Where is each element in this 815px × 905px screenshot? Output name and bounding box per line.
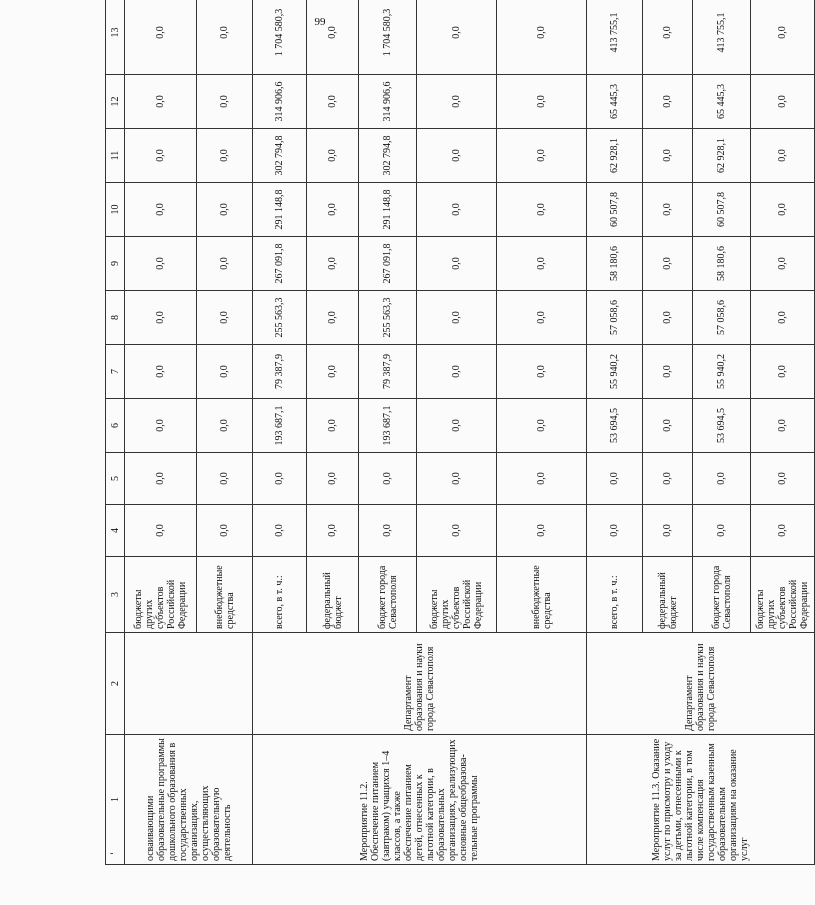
funding-source-cell: бюджет города Севастополя <box>359 557 417 633</box>
value-cell: 0,0 <box>125 505 197 557</box>
value-cell: 0,0 <box>125 399 197 453</box>
value-cell: 0,0 <box>307 453 359 505</box>
value-cell: 0,0 <box>643 75 693 129</box>
value-cell: 0,0 <box>125 453 197 505</box>
value-cell: 60 507,8 <box>693 183 751 237</box>
value-cell: 0,0 <box>643 399 693 453</box>
value-cell: 255 563,3 <box>359 291 417 345</box>
value-cell: 0,0 <box>125 237 197 291</box>
value-cell: 55 940,2 <box>693 345 751 399</box>
value-cell: 57 058,6 <box>693 291 751 345</box>
value-cell: 79 387,9 <box>253 345 307 399</box>
value-cell: 0,0 <box>197 345 253 399</box>
funding-source-cell: всего, в т. ч.: <box>253 557 307 633</box>
column-header: 13 <box>106 0 125 75</box>
value-cell: 0,0 <box>125 183 197 237</box>
value-cell: 0,0 <box>307 399 359 453</box>
value-cell: 0,0 <box>643 183 693 237</box>
value-cell: 0,0 <box>497 453 587 505</box>
activity-cell: осваивающими образовательные программы дошкольного образования в государственных организациях, осуществляющих образовательную деятельность <box>125 735 253 865</box>
value-cell: 314 906,6 <box>359 75 417 129</box>
column-header: 1 <box>106 735 125 865</box>
value-cell: 0,0 <box>197 129 253 183</box>
value-cell: 0,0 <box>751 0 815 75</box>
value-cell: 55 940,2 <box>587 345 643 399</box>
value-cell: 58 180,6 <box>587 237 643 291</box>
page-number: 99 <box>314 16 326 28</box>
value-cell: 0,0 <box>751 129 815 183</box>
column-header: 6 <box>106 399 125 453</box>
funding-source-cell: внебюджетные средства <box>197 557 253 633</box>
value-cell: 0,0 <box>197 183 253 237</box>
value-cell: 314 906,6 <box>253 75 307 129</box>
value-cell: 0,0 <box>643 237 693 291</box>
value-cell: 0,0 <box>751 399 815 453</box>
value-cell: 0,0 <box>497 0 587 75</box>
value-cell: 0,0 <box>497 129 587 183</box>
value-cell: 0,0 <box>587 453 643 505</box>
funding-source-cell: бюджет города Севастополя <box>693 557 751 633</box>
value-cell: 255 563,3 <box>253 291 307 345</box>
value-cell: 0,0 <box>125 291 197 345</box>
table-row <box>253 0 307 865</box>
value-cell: 291 148,8 <box>253 183 307 237</box>
value-cell: 0,0 <box>751 291 815 345</box>
value-cell: 0,0 <box>307 237 359 291</box>
value-cell: 60 507,8 <box>587 183 643 237</box>
value-cell: 0,0 <box>751 237 815 291</box>
table-row <box>587 0 643 865</box>
value-cell: 0,0 <box>643 453 693 505</box>
value-cell: 302 794,8 <box>359 129 417 183</box>
value-cell: 0,0 <box>197 399 253 453</box>
value-cell: 267 091,8 <box>253 237 307 291</box>
funding-source-cell: всего, в т. ч.: <box>587 557 643 633</box>
value-cell: 0,0 <box>359 505 417 557</box>
value-cell: 0,0 <box>307 505 359 557</box>
value-cell: 0,0 <box>497 183 587 237</box>
value-cell: 0,0 <box>497 345 587 399</box>
executor-cell: Департамент образования и науки города Севастополя <box>587 633 815 735</box>
value-cell: 413 755,1 <box>587 0 643 75</box>
value-cell: 0,0 <box>125 129 197 183</box>
value-cell: 0,0 <box>197 505 253 557</box>
value-cell: 57 058,6 <box>587 291 643 345</box>
value-cell: 0,0 <box>693 505 751 557</box>
value-cell: 0,0 <box>125 0 197 75</box>
value-cell: 62 928,1 <box>693 129 751 183</box>
value-cell: 0,0 <box>643 505 693 557</box>
value-cell: 58 180,6 <box>693 237 751 291</box>
value-cell: 0,0 <box>751 75 815 129</box>
column-header: 12 <box>106 75 125 129</box>
column-header: 8 <box>106 291 125 345</box>
value-cell: 0,0 <box>497 399 587 453</box>
value-cell: 0,0 <box>497 75 587 129</box>
column-header: 4 <box>106 505 125 557</box>
funding-source-cell: внебюджетные средства <box>497 557 587 633</box>
value-cell: 1 704 580,3 <box>359 0 417 75</box>
activity-cell: Мероприятие 11.2. Обеспечение питанием (завтраком) учащихся 1–4 классов, а также обеспечение питанием детей, отнесенных к льготной категории, в образовательных организациях, реализующих основные общеобразова-тельные программы <box>253 735 587 865</box>
value-cell: 0,0 <box>643 0 693 75</box>
value-cell: 0,0 <box>417 505 497 557</box>
value-cell: 302 794,8 <box>253 129 307 183</box>
value-cell: 0,0 <box>417 129 497 183</box>
value-cell: 0,0 <box>417 345 497 399</box>
value-cell: 0,0 <box>197 291 253 345</box>
activity-cell: Мероприятие 11.3. Оказание услуг по присмотру и уходу за детьми, отнесенными к льготной категории, в том числе компенсация государственным казенным образовательным организациям на оказание услуг <box>587 735 815 865</box>
value-cell: 413 755,1 <box>693 0 751 75</box>
value-cell: 0,0 <box>417 291 497 345</box>
executor-cell <box>125 633 253 735</box>
value-cell: 65 445,3 <box>693 75 751 129</box>
value-cell: 0,0 <box>587 505 643 557</box>
value-cell: 0,0 <box>417 0 497 75</box>
value-cell: 53 694,5 <box>693 399 751 453</box>
value-cell: 193 687,1 <box>253 399 307 453</box>
column-header: 2 <box>106 633 125 735</box>
budget-table <box>105 0 815 865</box>
value-cell: 0,0 <box>197 75 253 129</box>
value-cell: 0,0 <box>307 75 359 129</box>
value-cell: 0,0 <box>307 0 359 75</box>
value-cell: 0,0 <box>307 291 359 345</box>
value-cell: 0,0 <box>643 345 693 399</box>
value-cell: 0,0 <box>197 0 253 75</box>
column-header: 7 <box>106 345 125 399</box>
value-cell: 0,0 <box>693 453 751 505</box>
value-cell: 291 148,8 <box>359 183 417 237</box>
value-cell: 0,0 <box>197 453 253 505</box>
value-cell: 79 387,9 <box>359 345 417 399</box>
funding-source-cell: бюджеты других субъектов Российской Федерации <box>751 557 815 633</box>
value-cell: 0,0 <box>307 129 359 183</box>
value-cell: 0,0 <box>197 237 253 291</box>
value-cell: 0,0 <box>307 345 359 399</box>
value-cell: 62 928,1 <box>587 129 643 183</box>
value-cell: 53 694,5 <box>587 399 643 453</box>
column-header: 3 <box>106 557 125 633</box>
value-cell: 0,0 <box>643 291 693 345</box>
value-cell: 0,0 <box>359 453 417 505</box>
footer-mark: - <box>110 848 114 859</box>
value-cell: 65 445,3 <box>587 75 643 129</box>
value-cell: 0,0 <box>751 345 815 399</box>
value-cell: 0,0 <box>125 345 197 399</box>
funding-source-cell: федеральный бюджет <box>307 557 359 633</box>
value-cell: 193 687,1 <box>359 399 417 453</box>
value-cell: 0,0 <box>125 75 197 129</box>
column-header: 11 <box>106 129 125 183</box>
column-header: 9 <box>106 237 125 291</box>
value-cell: 0,0 <box>253 505 307 557</box>
value-cell: 0,0 <box>417 453 497 505</box>
column-header: 5 <box>106 453 125 505</box>
value-cell: 0,0 <box>643 129 693 183</box>
funding-source-cell: федеральный бюджет <box>643 557 693 633</box>
funding-source-cell: бюджеты других субъектов Российской Федерации <box>125 557 197 633</box>
table-row <box>125 0 197 865</box>
value-cell: 0,0 <box>751 505 815 557</box>
value-cell: 267 091,8 <box>359 237 417 291</box>
funding-source-cell: бюджеты других субъектов Российской Федерации <box>417 557 497 633</box>
value-cell: 1 704 580,3 <box>253 0 307 75</box>
executor-cell: Департамент образования и науки города Севастополя <box>253 633 587 735</box>
value-cell: 0,0 <box>497 291 587 345</box>
value-cell: 0,0 <box>751 453 815 505</box>
value-cell: 0,0 <box>253 453 307 505</box>
value-cell: 0,0 <box>497 237 587 291</box>
value-cell: 0,0 <box>497 505 587 557</box>
value-cell: 0,0 <box>417 399 497 453</box>
value-cell: 0,0 <box>417 75 497 129</box>
value-cell: 0,0 <box>417 237 497 291</box>
value-cell: 0,0 <box>417 183 497 237</box>
value-cell: 0,0 <box>307 183 359 237</box>
header-row <box>106 0 125 865</box>
column-header: 10 <box>106 183 125 237</box>
value-cell: 0,0 <box>751 183 815 237</box>
